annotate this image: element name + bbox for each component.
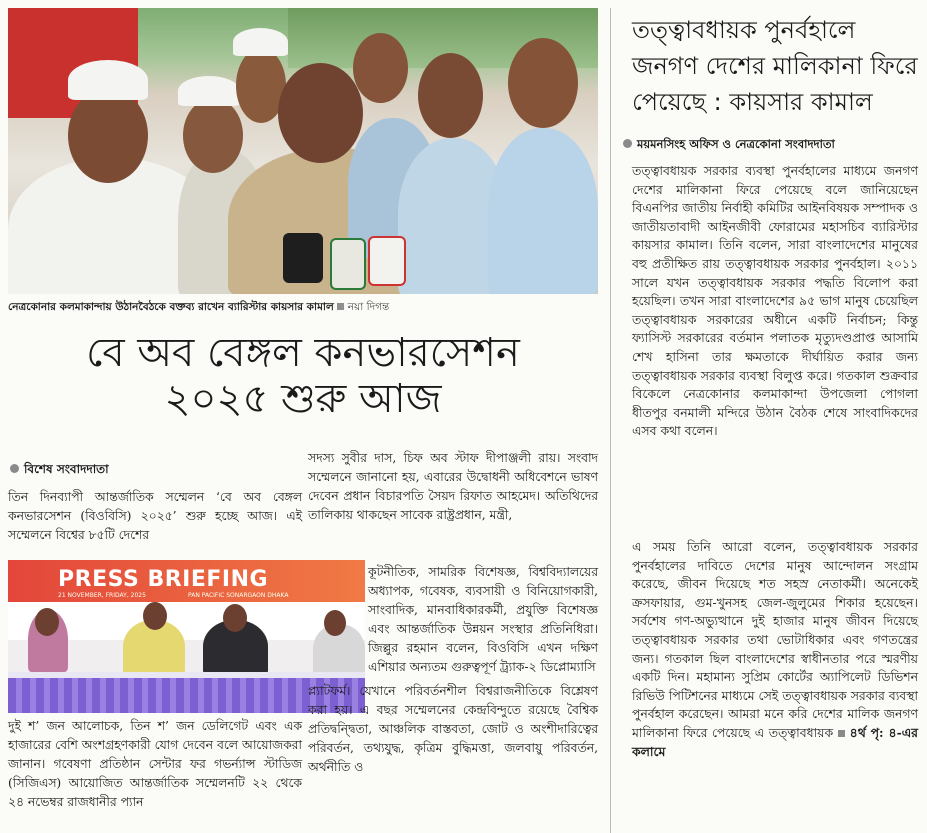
bullet-icon xyxy=(10,464,19,473)
bullet-icon xyxy=(623,139,632,148)
press-briefing-title: PRESS BRIEFING xyxy=(58,567,269,592)
photo-person-head xyxy=(353,33,408,103)
byline-left xyxy=(10,461,109,481)
photo-person-head xyxy=(183,98,243,173)
photo-person-head xyxy=(68,88,148,183)
photo-person-cap xyxy=(178,76,240,106)
headline-bob-conversation xyxy=(8,330,598,422)
middle-paragraph-1: সদস্য সুবীর দাস, চিফ অব স্টাফ দীপাঞ্জলী রায়। সংবাদ সম্মেলনে জানানো হয়, এবারের উদ্বোধনী অধিবেশনে ভাষণ দেবেন প্রধান বিচারপতি সৈয়দ রিফাত আহমেদ। অতিথিদের তালিকায় থাকছেন সাবেক রাষ্ট্রপ্রধান, মন্ত্রী, xyxy=(308,451,598,522)
left-paragraph-1: তিন দিনব্যাপী আন্তর্জাতিক সম্মেলন ‘বে অব বেঙ্গল কনভারসেশন (বিওবিসি) ২০২৫’ শুরু হচ্ছে আজ। এই সম্মেলনে বিশ্বের ৮৫টি দেশের xyxy=(8,490,302,542)
photo-caption-text: নেত্রকোনার কলমাকান্দায় উঠানবৈঠকে বক্তব্য রাখেন ব্যারিস্টার কায়সার কামাল xyxy=(8,301,334,313)
microphone-icon xyxy=(330,238,366,290)
headline-line-2: ২০২৫ শুরু আজ xyxy=(164,376,442,422)
headline-line-1: বে অব বেঙ্গল কনভারসেশন xyxy=(86,330,520,376)
photo-speaker-head xyxy=(278,63,363,163)
photo-person-head xyxy=(418,53,483,138)
headline-kaiser-kamal: তত্ত্বাবধায়ক পুনর্বহালে জনগণ দেশের মালিকানা ফিরে পেয়েছে : কায়সার কামাল xyxy=(632,16,918,116)
middle-paragraph-3: প্ল্যাটফর্ম। যেখানে পরিবর্তনশীল বিশ্বরাজনীতিকে বিশ্লেষণ করা হয়। এ বছর সম্মেলনের কেন্দ্রবিন্দুতে রয়েছে বৈশ্বিক প্রতিদ্বন্দ্বিতা, আঞ্চলিক বাস্তবতা, জোট ও অংশীদারিত্বের পরিবর্তন, তথ্যযুদ্ধ, কৃত্রিম বুদ্ধিমত্তা, জলবায়ু পরিবর্তন, অর্থনীতি ও xyxy=(308,684,598,774)
byline-left-text: বিশেষ সংবাদদাতা xyxy=(24,462,109,476)
photo-person-cap xyxy=(68,60,148,100)
photo-person-head xyxy=(324,610,346,636)
microphone-icon xyxy=(368,236,406,286)
photo-person-cap xyxy=(233,28,288,56)
photo-person xyxy=(488,128,598,294)
middle-paragraph-2: কূটনীতিক, সামরিক বিশেষজ্ঞ, বিশ্ববিদ্যালয়ের অধ্যাপক, গবেষক, ব্যবসায়ী ও বিনিয়োগকারী, সাংবাদিক, মানবাধিকারকর্মী, প্রযুক্তি বিশেষজ্ঞ এবং আন্তর্জাতিক উন্নয়ন সংস্থার প্রতিনিধিরা। জিল্লুর রহমান বলেন, বিওবিসি এখন দক্ষিণ এশিয়ার অন্যতম গুরুত্বপূর্ণ ট্র্যাক-২ ডিপ্লোম্যাসি xyxy=(368,565,598,674)
press-briefing-venue: PAN PACIFIC SONARGAON DHAKA xyxy=(188,592,289,599)
byline-right-text: ময়মনসিংহ অফিস ও নেত্রকোনা সংবাদদাতা xyxy=(637,137,835,151)
column-divider xyxy=(610,8,611,833)
byline-right xyxy=(623,136,835,155)
news-photo-rally xyxy=(8,8,598,294)
photo-caption-source: নয়া দিগন্ত xyxy=(347,301,390,313)
press-briefing-date: 21 NOVEMBER, FRIDAY, 2025 xyxy=(58,592,146,599)
continued-marker-icon xyxy=(838,730,845,737)
photo-caption xyxy=(8,300,598,320)
photo-person-head xyxy=(143,602,167,630)
left-paragraph-2: দুই শ’ জন আলোচক, তিন শ’ জন ডেলিগেট এবং এক হাজারের বেশি অংশগ্রহণকারী যোগ দেবেন বলে আয়োজকরা জানান। গবেষণা প্রতিষ্ঠান সেন্টার ফর গভর্ন্যান্স স্টাডিজ (সিজিএস) আয়োজিত আন্তর্জাতিক সম্মেলনটি ২২ থেকে ২৪ নভেম্বর রাজধানীর প্যান xyxy=(8,719,302,809)
right-paragraph-2 xyxy=(632,538,918,761)
photo-person-head xyxy=(223,604,247,632)
photo-person-head xyxy=(508,38,578,128)
continued-on-page[interactable]: ৪র্থ পৃ: ৪-এর কলামে xyxy=(632,724,918,759)
right-paragraph-2-text: এ সময় তিনি আরো বলেন, তত্ত্বাবধায়ক সরকার পুনর্বহালের দাবিতে দেশের মানুষ আন্দোলন সংগ্রাম করেছে, জীবন দিয়েছে শত সহস্র নেতাকর্মী। অনেকেই ক্রসফায়ার, গুম-খুনসহ জেল-জুলুমের শিকার হয়েছেন। সর্বশেষ গণ-অভ্যুত্থানে দুই হাজার মানুষ জীবন দিয়েছে তত্ত্বাবধায়ক সরকার তথা ভোটাধিকার এবং গণতন্ত্রের জন্য। গতকাল ছিল বাংলাদেশের স্বাধীনতার পরে স্মরণীয় একটি দিন। মহামান্য সুপ্রিম কোর্টের অ্যাপিলেট ডিভিশন রিভিউ পিটিশনের মাধ্যমে সেই তত্ত্বাবধায়ক সরকার ব্যবস্থা পুনর্বহাল করেছেন। আমরা মনে করি দেশের মালিক জনগণ মালিকানা ফিরে পেয়েছে এ তত্ত্বাবধায়ক xyxy=(632,539,918,740)
photo-person-head xyxy=(35,608,59,636)
caption-square-icon xyxy=(337,303,344,310)
right-paragraph-1: তত্ত্বাবধায়ক সরকার ব্যবস্থা পুনর্বহালের মাধ্যমে জনগণ দেশের মালিকানা ফিরে পেয়েছে বলে জানিয়েছেন বিএনপির জাতীয় নির্বাহী কমিটির আইনবিষয়ক সম্পাদক ও জাতীয়তাবাদী আইনজীবী ফোরামের মহাসচিব ব্যারিস্টার কায়সার কামাল। তিনি বলেন, সারা বাংলাদেশের মানুষের বহু প্রতীক্ষিত রায় তত্ত্বাবধায়ক সরকার পুনর্বহাল। ২০১১ সালে যখন তত্ত্বাবধায়ক সরকার পদ্ধতি বিলোপ করা হয়েছিল। তখন সারা বাংলাদেশের ৯৫ ভাগ মানুষ চেয়েছিল তত্ত্বাবধায়ক সরকারের অধীনে একটি নির্বাচন; কিন্তু ফ্যাসিস্ট সরকারের বর্তমান পলাতক মৃত্যুদণ্ডপ্রাপ্ত আসামি শেখ হাসিনা তার ক্ষমতাকে দীর্ঘায়িত করার জন্য তত্ত্বাবধায়ক সরকার ব্যবস্থা বিলুপ্ত করে। গতকাল শুক্রবার বিকেলে নেত্রকোনার কলমাকান্দা উপজেলা পোগলা ধীতপুর বনমালী মন্দিরে উঠান বৈঠক শেষে সাংবাদিকদের এসব কথা বলেন। xyxy=(632,163,918,439)
microphone-icon xyxy=(283,233,323,283)
